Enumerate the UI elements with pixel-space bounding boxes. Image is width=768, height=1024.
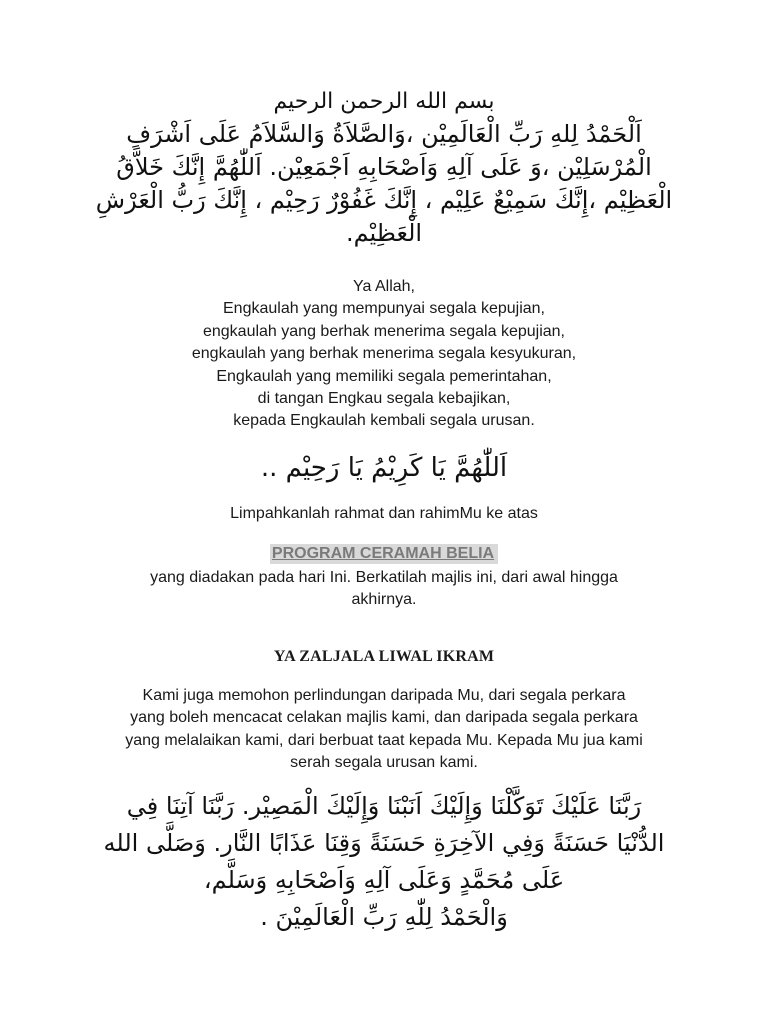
closing-arabic-prayer [40, 788, 728, 936]
text-line: akhirnya. [351, 591, 417, 609]
text-line: engkaulah yang berhak menerima segala kesyukuran, [191, 345, 577, 363]
text-line: Engkaulah yang mempunyai segala kepujian, [223, 300, 545, 318]
arabic-line: الْعَظِيْم ،إِنَّكَ سَمِيْعٌ عَلِيْم ، إِنَّكَ غَفُوْرٌ رَحِيْم ، إِنَّكَ رَبُّ الْعَرْشِ [95, 186, 673, 214]
section-heading: YA ZALJALA LIWAL IKRAM [273, 648, 495, 665]
text-line: Engkaulah yang memiliki segala pemerintahan, [216, 367, 552, 385]
text-line: serah segala urusan kami. [290, 754, 478, 772]
short-arabic-dua: اَللّٰهُمَّ يَا كَرِيْمُ يَا رَحِيْم .. [260, 453, 508, 483]
diadakan-paragraph [40, 567, 728, 612]
basmalah: بسم الله الرحمن الرحيم [273, 89, 495, 114]
arabic-line: اَلْحَمْدُ لِلهِ رَبِّ الْعَالَمِيْن ،وَالصَّلاَةُ وَالسَّلاَمُ عَلَى اَشْرَفِ [126, 120, 642, 148]
arabic-line: الْعَظِيْم. [345, 219, 423, 247]
arabic-line: وَالْحَمْدُ لِلّٰهِ رَبِّ الْعَالَمِيْنَ . [260, 903, 508, 931]
text-line: kepada Engkaulah kembali segala urusan. [233, 412, 535, 430]
arabic-line: الدُّنْيَا حَسَنَةً وَفِي الآخِرَةِ حَسَنَةً وَقِنَا عَذَابًا النَّار. وَصَلَّى الله [103, 829, 665, 857]
text-line: yang diadakan pada hari Ini. Berkatilah majlis ini, dari awal hingga [150, 569, 618, 586]
program-name-highlight: PROGRAM CERAMAH BELIA [270, 544, 498, 564]
opening-arabic-prayer [40, 118, 728, 250]
text-line: Kami juga memohon perlindungan daripada Mu, dari segala perkara [142, 687, 626, 704]
text-line: engkaulah yang berhak menerima segala kepujian, [202, 322, 565, 340]
arabic-line: الْمُرْسَلِيْن ،وَ عَلَى آلِهِ وَاَصْحَابِهِ اَجْمَعِيْن. اَللّٰهُمَّ إِنَّكَ خَلاَّقُ [116, 153, 652, 181]
limpah-line: Limpahkanlah rahmat dan rahimMu ke atas [230, 505, 538, 522]
malay-prayer-paragraph [40, 276, 728, 433]
arabic-line: رَبَّنَا عَلَيْكَ تَوَكَّلْنَا وَإِلَيْكَ اَنَبْنَا وَإِلَيْكَ الْمَصِيْر. رَبَّنَا آتِنَا فِي [126, 792, 642, 820]
text-line: yang melalaikan kami, dari berbuat taat kepada Mu. Kepada Mu jua kami [125, 731, 643, 749]
text-line: yang boleh mencacat celakan majlis kami, dan daripada segala perkara [130, 709, 638, 727]
text-line: Ya Allah, [353, 278, 415, 295]
kami-paragraph [40, 685, 728, 775]
text-line: di tangan Engkau segala kebajikan, [257, 390, 511, 408]
arabic-line: عَلَى مُحَمَّدٍ وَعَلَى آلِهِ وَاَصْحَابِهِ وَسَلَّم، [203, 866, 565, 894]
program-name-wrapper [40, 544, 728, 564]
